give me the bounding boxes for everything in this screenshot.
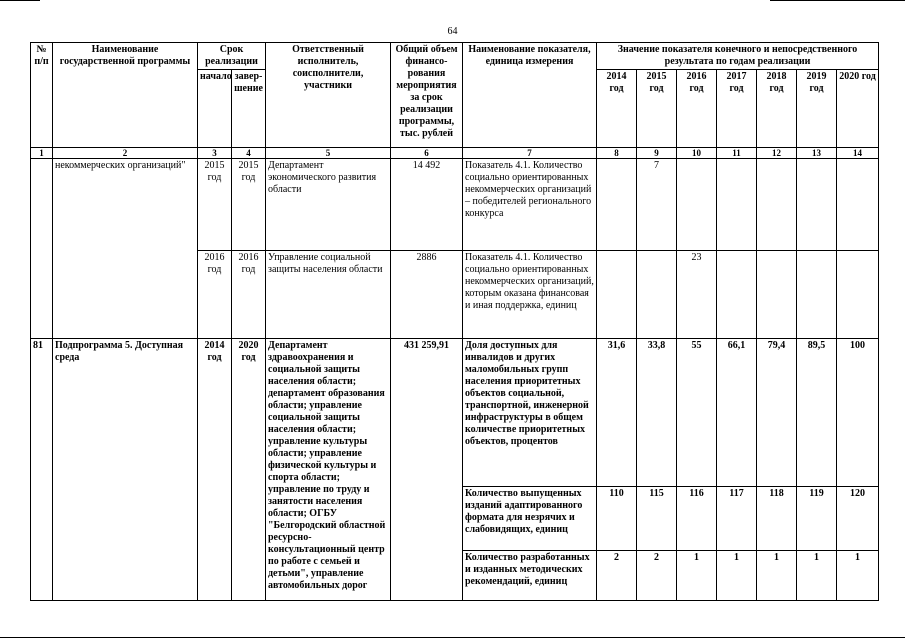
header-year: 2019 год: [797, 70, 837, 148]
header-term-start: начало: [198, 70, 232, 148]
value-cell: [717, 159, 757, 251]
header-num: № п/п: [31, 43, 53, 148]
header-term-end: завер-шение: [232, 70, 266, 148]
value-cell: 31,6: [597, 339, 637, 487]
header-values-group: Значение показателя конечного и непосредственного результата по годам реализации: [597, 43, 879, 70]
executor-cell: Департамент здравоохранения и социальной защиты населения области; департамент образования области; управление социальной защиты населения области; управление культуры области; управление физической культуры и спорта области; управление по труду и занятости населения области; ОГБУ "Белгородский областной ресурсно-консультационный центр по работе с семьей и детьми", управление автомобильных дорог: [266, 339, 391, 601]
value-cell: [757, 159, 797, 251]
value-cell: 117: [717, 487, 757, 551]
value-cell: 2: [637, 551, 677, 601]
value-cell: [597, 251, 637, 339]
value-cell: 118: [757, 487, 797, 551]
top-rule-right: [770, 0, 905, 1]
header-indicator: Наименование показателя, единица измерения: [463, 43, 597, 148]
value-cell: 120: [837, 487, 879, 551]
value-cell: 1: [797, 551, 837, 601]
value-cell: 66,1: [717, 339, 757, 487]
value-cell: 1: [757, 551, 797, 601]
program-table: [30, 42, 879, 601]
value-cell: 1: [837, 551, 879, 601]
table-row: [31, 159, 879, 251]
column-number: 4: [232, 148, 266, 159]
value-cell: [677, 159, 717, 251]
executor-cell: Департамент экономического развития области: [266, 159, 391, 251]
header-year: 2017 год: [717, 70, 757, 148]
term-start-cell: 2015 год: [198, 159, 232, 251]
value-cell: [797, 159, 837, 251]
volume-cell: 431 259,91: [391, 339, 463, 601]
header-year: 2015 год: [637, 70, 677, 148]
column-number: 7: [463, 148, 597, 159]
indicator-cell: Показатель 4.1. Количество социально ориентированных некоммерческих организаций – победителей регионального конкурса: [463, 159, 597, 251]
header-executor: Ответственный исполнитель, соисполнители, участники: [266, 43, 391, 148]
value-cell: 110: [597, 487, 637, 551]
value-cell: 79,4: [757, 339, 797, 487]
bottom-rule: [0, 637, 905, 638]
column-number: 11: [717, 148, 757, 159]
indicator-cell: Количество разработанных и изданных методических рекомендаций, единиц: [463, 551, 597, 601]
header-row-1: [31, 43, 879, 70]
indicator-cell: Количество выпущенных изданий адаптированного формата для незрячих и слабовидящих, единиц: [463, 487, 597, 551]
row-num-cell: 81: [31, 339, 53, 601]
value-cell: [837, 159, 879, 251]
column-number: 5: [266, 148, 391, 159]
column-numbers-row: [31, 148, 879, 159]
term-end-cell: 2015 год: [232, 159, 266, 251]
header-volume: Общий объем финансо-рования мероприятия за срок реализации программы, тыс. рублей: [391, 43, 463, 148]
page-number: 64: [447, 26, 458, 37]
column-number: 14: [837, 148, 879, 159]
volume-cell: 14 492: [391, 159, 463, 251]
column-number: 1: [31, 148, 53, 159]
header-year: 2014 год: [597, 70, 637, 148]
executor-cell: Управление социальной защиты населения области: [266, 251, 391, 339]
program-name-cell: Подпрограмма 5. Доступная среда: [53, 339, 198, 601]
value-cell: 100: [837, 339, 879, 487]
header-year: 2020 год: [837, 70, 879, 148]
value-cell: [597, 159, 637, 251]
top-rule-left: [0, 0, 40, 1]
value-cell: [757, 251, 797, 339]
header-year: 2018 год: [757, 70, 797, 148]
value-cell: 1: [717, 551, 757, 601]
column-number: 8: [597, 148, 637, 159]
value-cell: [837, 251, 879, 339]
column-number: 6: [391, 148, 463, 159]
term-end-cell: 2020 год: [232, 339, 266, 601]
program-name-cell: некоммерческих организаций": [53, 159, 198, 339]
term-start-cell: 2014 год: [198, 339, 232, 601]
value-cell: 23: [677, 251, 717, 339]
volume-cell: 2886: [391, 251, 463, 339]
value-cell: 55: [677, 339, 717, 487]
column-number: 9: [637, 148, 677, 159]
column-number: 10: [677, 148, 717, 159]
indicator-cell: Показатель 4.1. Количество социально ориентированных некоммерческих организаций, которым оказана финансовая и иная поддержка, единиц: [463, 251, 597, 339]
term-end-cell: 2016 год: [232, 251, 266, 339]
value-cell: 2: [597, 551, 637, 601]
value-cell: 115: [637, 487, 677, 551]
header-year: 2016 год: [677, 70, 717, 148]
column-number: 2: [53, 148, 198, 159]
indicator-cell: Доля доступных для инвалидов и других маломобильных групп населения приоритетных объектов социальной, транспортной, инженерной инфраструктуры в общем количестве приоритетных объектов, процентов: [463, 339, 597, 487]
column-number: 12: [757, 148, 797, 159]
value-cell: 116: [677, 487, 717, 551]
value-cell: 33,8: [637, 339, 677, 487]
row-num-empty: [31, 159, 53, 339]
header-program-name: Наименование государственной программы: [53, 43, 198, 148]
value-cell: [717, 251, 757, 339]
value-cell: 7: [637, 159, 677, 251]
value-cell: 119: [797, 487, 837, 551]
table-row: [31, 339, 879, 487]
header-term: Срок реализации: [198, 43, 266, 70]
value-cell: 1: [677, 551, 717, 601]
term-start-cell: 2016 год: [198, 251, 232, 339]
value-cell: 89,5: [797, 339, 837, 487]
value-cell: [797, 251, 837, 339]
column-number: 13: [797, 148, 837, 159]
column-number: 3: [198, 148, 232, 159]
value-cell: [637, 251, 677, 339]
